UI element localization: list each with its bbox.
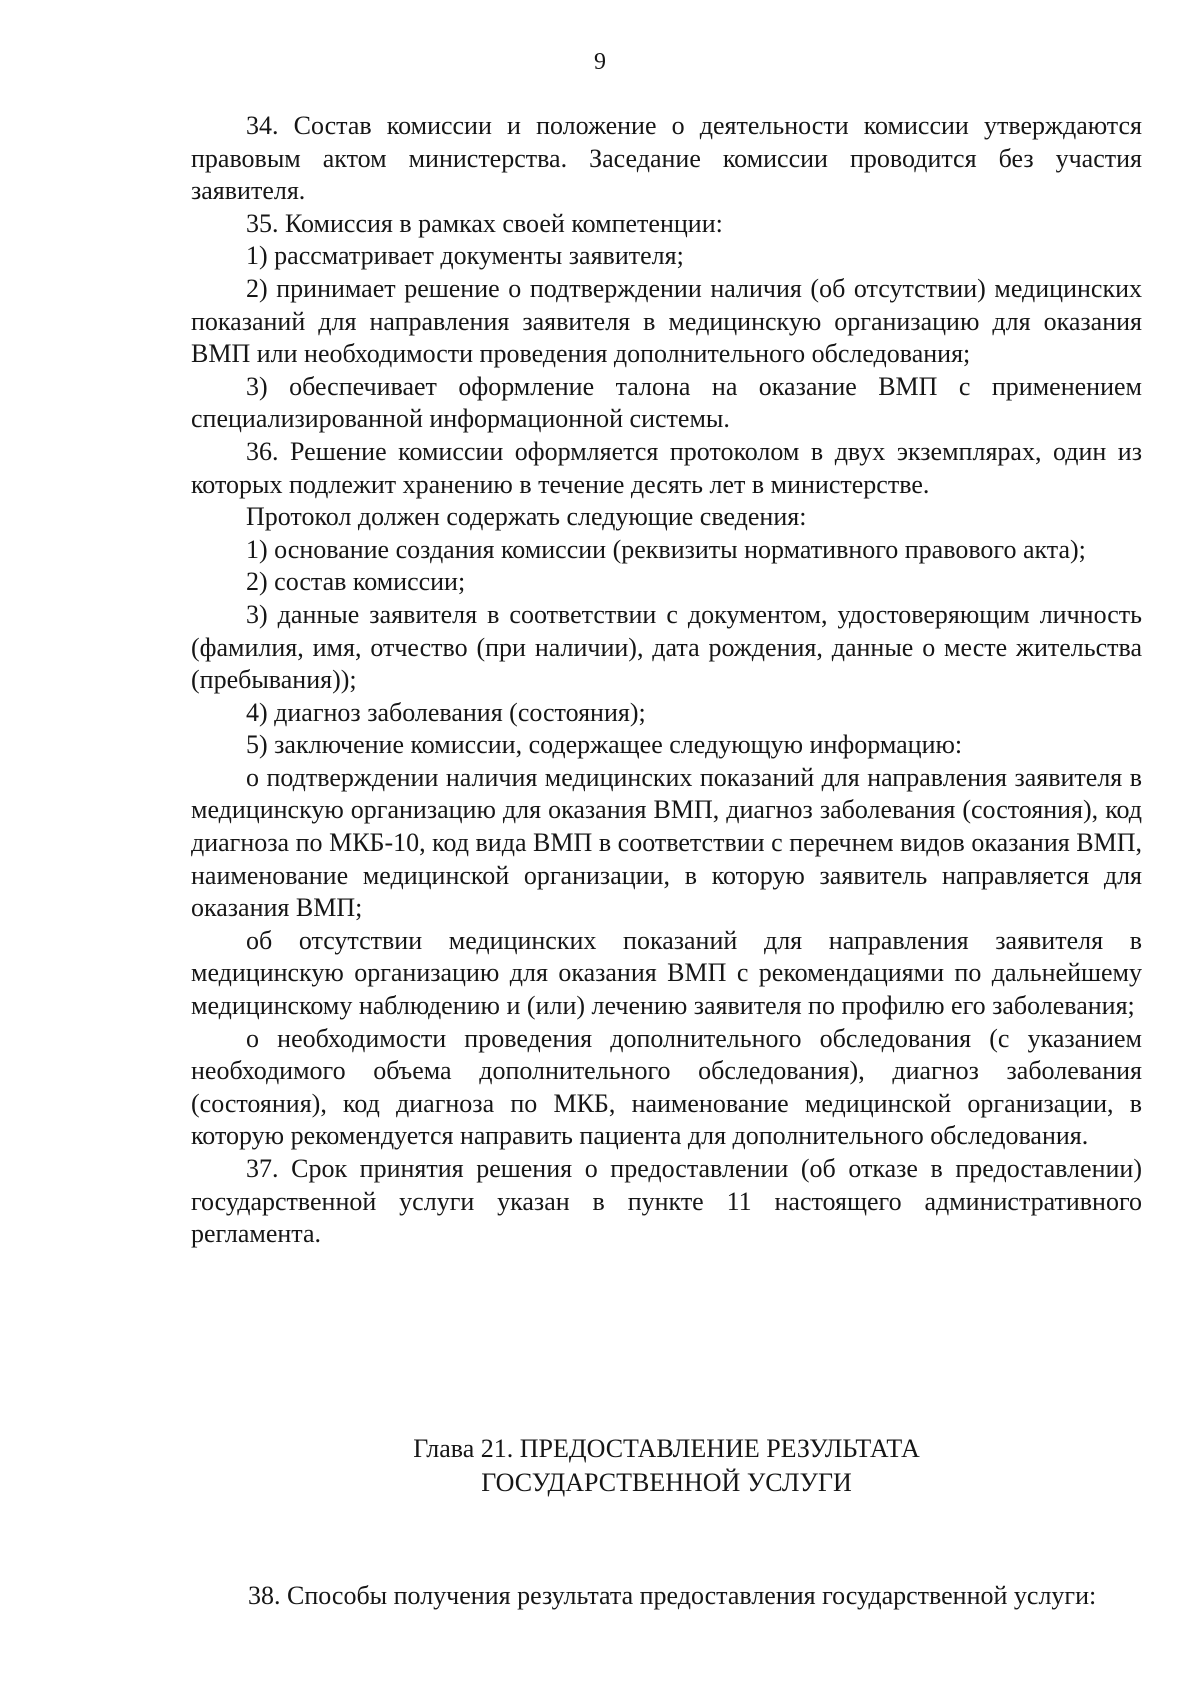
paragraph-37: 37. Срок принятия решения о предоставлении (об отказе в предоставлении) государственной услуги указан в пункте 11 настоящего административного регламента. (191, 1154, 1142, 1249)
paragraph-36: 36. Решение комиссии оформляется протоколом в двух экземплярах, один из которых подлежит хранению в течение десять лет в министерстве. (191, 436, 1142, 499)
protocol-item-4: 4) диагноз заболевания (состояния); (246, 697, 646, 727)
page-number: 9 (594, 49, 606, 75)
paragraph-38: 38. Способы получения результата предоставления государственной услуги: (248, 1581, 1097, 1610)
protocol-item-3: 3) данные заявителя в соответствии с документом, удостоверяющим личность (фамилия, имя, отчество (при наличии), дата рождения, данные о месте жительства (пребывания)); (191, 599, 1142, 695)
paragraph-35-item-1: 1) рассматривает документы заявителя; (246, 241, 684, 271)
conclusion-additional-exam: о необходимости проведения дополнительного обследования (с указанием необходимого объема дополнительного обследования), диагноз заболевания (состояния), код диагноза по МКБ, наименование медицинской организации, в которую рекомендуется направить пациента для дополнительного обследования. (191, 1023, 1142, 1151)
paragraph-35-item-3: 3) обеспечивает оформление талона на оказание ВМП с применением специализированной информационной системы. (191, 371, 1142, 434)
conclusion-confirmed: о подтверждении наличия медицинских показаний для направления заявителя в медицинскую организацию для оказания ВМП, диагноз заболевания (состояния), код диагноза по МКБ-10, код вида ВМП в соответствии с перечнем видов оказания ВМП, наименование медицинской организации, в которую заявитель направляется для оказания ВМП; (191, 762, 1142, 923)
document-body (191, 110, 1142, 1251)
paragraph-35: 35. Комиссия в рамках своей компетенции: (246, 208, 723, 238)
conclusion-absent: об отсутствии медицинских показаний для направления заявителя в медицинскую организацию для оказания ВМП с рекомендациями по дальнейшему медицинскому наблюдению и (или) лечению заявителя по профилю его заболевания; (191, 925, 1142, 1021)
protocol-item-5: 5) заключение комиссии, содержащее следующую информацию: (246, 730, 963, 760)
paragraph-35-item-2: 2) принимает решение о подтверждении наличия (об отсутствии) медицинских показаний для направления заявителя в медицинскую организацию для оказания ВМП или необходимости проведения дополнительного обследования; (191, 273, 1142, 369)
document-body-tail (191, 1580, 1142, 1613)
chapter-heading (191, 1432, 1142, 1500)
protocol-intro: Протокол должен содержать следующие сведения: (246, 502, 807, 532)
chapter-heading-line-1: Глава 21. ПРЕДОСТАВЛЕНИЕ РЕЗУЛЬТАТА (413, 1434, 920, 1463)
paragraph-34: 34. Состав комиссии и положение о деятельности комиссии утверждаются правовым актом министерства. Заседание комиссии проводится без участия заявителя. (191, 111, 1142, 206)
chapter-heading-line-2: ГОСУДАРСТВЕННОЙ УСЛУГИ (481, 1468, 852, 1497)
protocol-item-2: 2) состав комиссии; (246, 567, 466, 597)
protocol-item-1: 1) основание создания комиссии (реквизиты нормативного правового акта); (246, 534, 1086, 564)
